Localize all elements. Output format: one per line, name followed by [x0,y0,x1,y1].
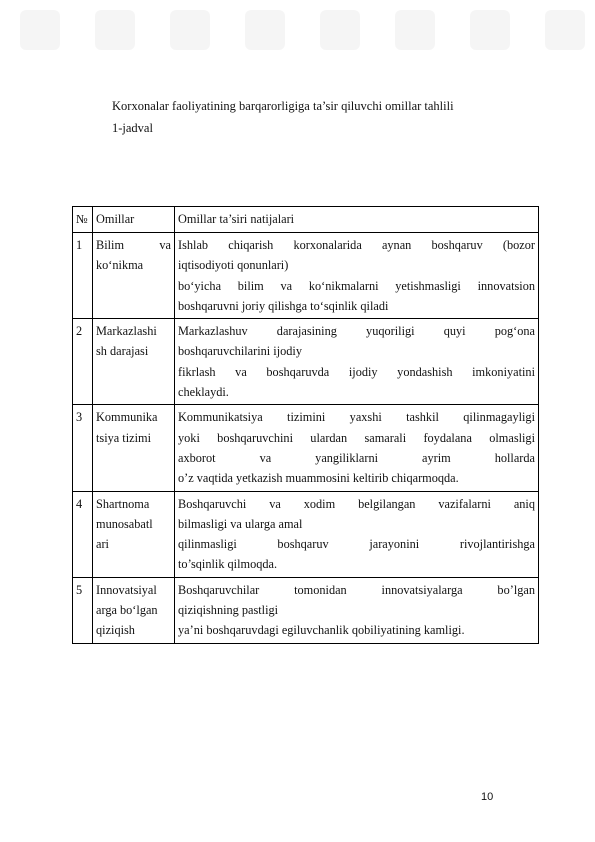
table-header-row [73,207,539,233]
row-number: 1 [73,233,93,319]
header-number: № [73,207,93,233]
result-line: Boshqaruvchi va xodim belgilangan vazifalarni aniq [178,496,535,511]
factors-table [72,206,539,644]
factor-line: munosabatl [96,516,153,531]
factor-name [93,233,175,319]
result-line: bilmasligi va ularga amal [178,516,303,531]
result-line: yoki boshqaruvchini ulardan samarali foydalana olmasligi [178,430,535,445]
result-line: ya’ni boshqaruvdagi egiluvchanlik qobiliyatining kamligi. [178,623,465,638]
page-number: 10 [481,791,494,803]
result-line: iqtisodiyoti qonunlari) [178,258,289,273]
factor-line: sh darajasi [96,344,149,359]
result-line: boshqaruvni joriy qilishga to‘sqinlik qiladi [178,298,389,313]
header-factors: Omillar [93,207,175,233]
result-line: cheklaydi. [178,385,229,400]
factor-line: Markazlashi [96,324,157,339]
factor-line: ko‘nikma [96,258,144,273]
result-line: axborot va yangiliklarni ayrim hollarda [178,450,535,465]
factor-line: tsiya tizimi [96,430,151,445]
table-row [73,491,539,577]
document-title: Korxonalar faoliyatining barqarorligiga ta’sir qiluvchi omillar tahlili [112,99,454,113]
result-line: Ishlab chiqarish korxonalarida aynan boshqaruv (bozor [178,238,535,252]
factor-name [93,491,175,577]
table-row [73,319,539,405]
factor-line: Kommunika [96,410,158,425]
result-line: Kommunikatsiya tizimini yaxshi tashkil qilinmagayligi [178,410,535,425]
factor-result [175,319,539,405]
result-line: o’z vaqtida yetkazish muammosini keltirib chiqarmoqda. [178,471,459,486]
factor-line: arga bo‘lgan [96,603,158,618]
factor-name [93,577,175,643]
result-line: bo‘yicha bilim va ko‘nikmalarni yetishmasligi innovatsion [178,278,535,293]
factor-result [175,491,539,577]
result-line: qilinmasligi boshqaruv jarayonini rivojlantirishga [178,537,535,552]
factor-name [93,319,175,405]
row-number: 3 [73,405,93,491]
factor-result [175,233,539,319]
result-line: qiziqishning pastligi [178,603,279,618]
table-label: 1-jadval [112,121,153,135]
table-row [73,577,539,643]
result-line: Markazlashuv darajasining yuqoriligi quyi pog‘ona [178,324,535,339]
result-line: boshqaruvchilarini ijodiy [178,344,302,359]
factor-line: Innovatsiyal [96,582,157,597]
factor-result [175,405,539,491]
result-line: to’sqinlik qilmoqda. [178,557,278,572]
table-row [73,233,539,319]
factor-line: Bilim va [96,238,171,252]
row-number: 2 [73,319,93,405]
factor-line: qiziqish [96,623,135,638]
factor-line: ari [96,537,109,552]
header-results: Omillar ta’siri natijalari [175,207,539,233]
factor-result [175,577,539,643]
row-number: 4 [73,491,93,577]
result-line: fikrlash va boshqaruvda ijodiy yondashish imkoniyatini [178,364,535,379]
table-row [73,405,539,491]
row-number: 5 [73,577,93,643]
factor-name [93,405,175,491]
result-line: Boshqaruvchilar tomonidan innovatsiyalarga bo’lgan [178,582,535,597]
factor-line: Shartnoma [96,496,150,511]
